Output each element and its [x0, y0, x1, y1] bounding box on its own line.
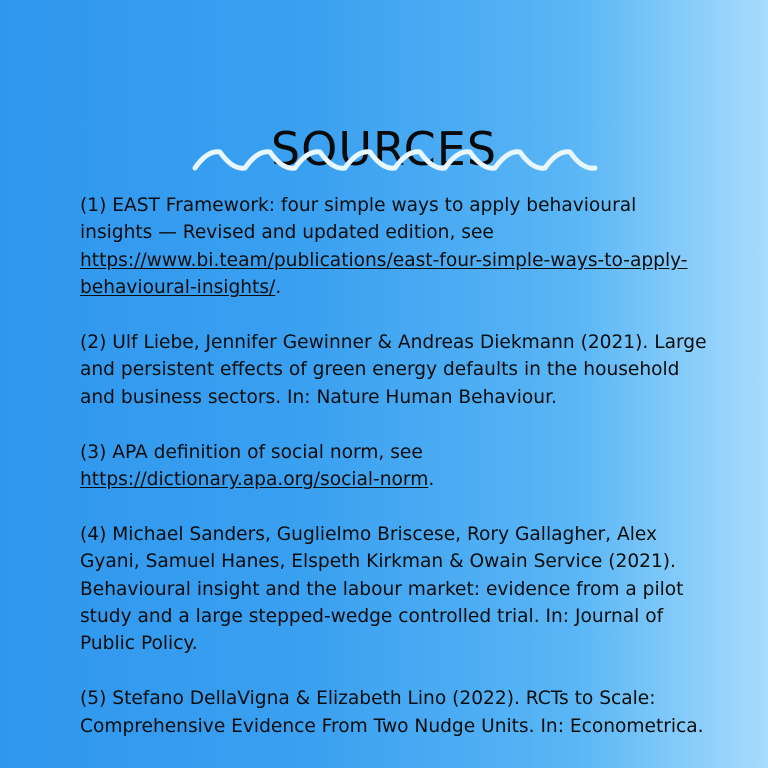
- source-item-4: [80, 521, 710, 658]
- source-text-end: .: [428, 469, 435, 491]
- source-item-2: [80, 329, 710, 411]
- source-text: Stefano DellaVigna & Elizabeth Lino (2022). RCTs to Scale: Comprehensive Evidence From Two Nudge Units. In: Econometrica.: [80, 688, 704, 737]
- source-item-3: [80, 439, 710, 494]
- page-title: SOURCES: [270, 121, 498, 176]
- source-text: EAST Framework: four simple ways to apply behavioural insights — Revised and updated edition, see: [80, 195, 637, 244]
- source-number: (5): [80, 688, 107, 710]
- source-text: Michael Sanders, Guglielmo Briscese, Rory Gallagher, Alex Gyani, Samuel Hanes, Elspeth Kirkman & Owain Service (2021). Behavioural insight and the labour market: evidence from a pilot study and a large stepped-wedge controlled trial. In: Journal of Public Policy.: [80, 523, 684, 655]
- source-link[interactable]: https://www.bi.team/publications/east-four-simple-ways-to-apply-behavioural-insights/: [80, 249, 688, 299]
- source-text: Ulf Liebe, Jennifer Gewinner & Andreas Diekmann (2021). Large and persistent effects of green energy defaults in the household and business sectors. In: Nature Human Behaviour.: [80, 332, 707, 408]
- sources-list: [80, 192, 710, 767]
- source-item-1: [80, 192, 710, 302]
- source-link[interactable]: https://dictionary.apa.org/social-norm: [80, 469, 429, 491]
- source-number: (1): [80, 195, 107, 216]
- source-item-5: [80, 685, 710, 740]
- source-number: (3): [80, 441, 107, 463]
- wavy-divider: [190, 146, 600, 174]
- source-number: (4): [80, 523, 107, 545]
- source-text: APA definition of social norm, see: [112, 441, 423, 463]
- source-number: (2): [80, 332, 107, 354]
- source-text-end: .: [275, 277, 282, 299]
